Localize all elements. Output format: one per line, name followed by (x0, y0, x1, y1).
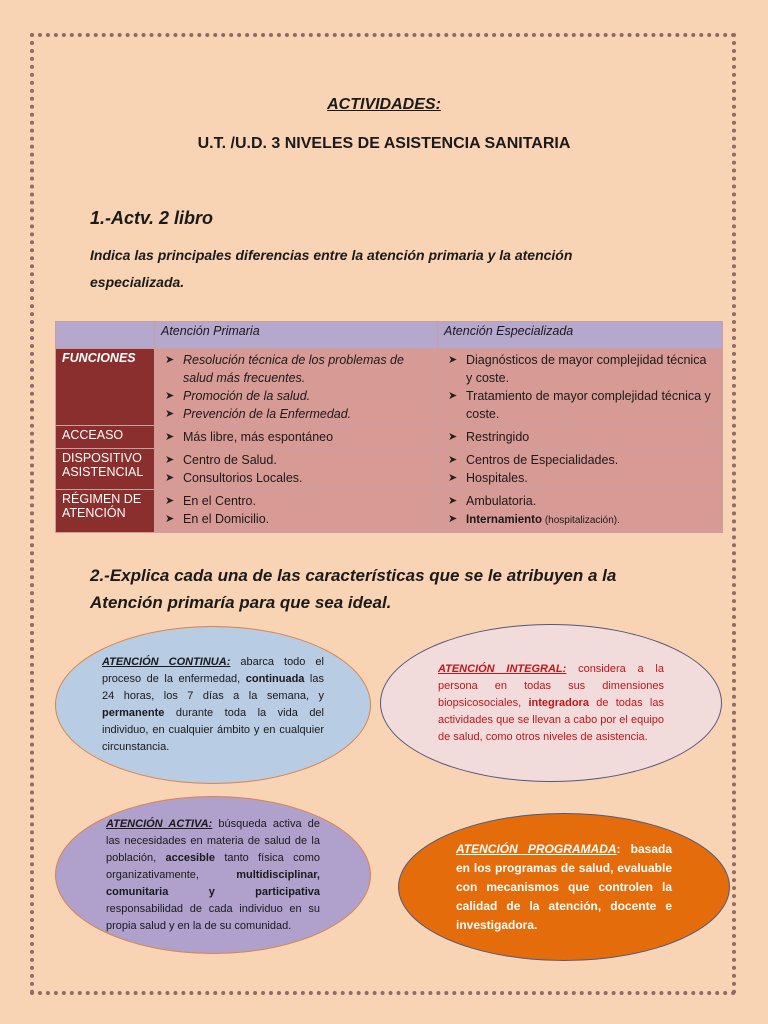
ellipse-activa-text (106, 816, 320, 935)
list-item (444, 510, 716, 530)
list-item: ➤ Restringido (444, 428, 716, 446)
text-part: : basada en los programas de salud, evaluable con mecanismos que controlen la calidad de la atención, docente e investigadora. (456, 841, 672, 932)
page-subtitle: U.T. /U.D. 3 NIVELES DE ASISTENCIA SANITARIA (197, 135, 571, 152)
comparison-table (55, 321, 723, 533)
cell-special-funciones (438, 349, 723, 426)
text-bold: multidisciplinar, comunitaria y participativa (106, 868, 320, 898)
list-item: ➤ Tratamiento de mayor complejidad técnica y coste. (444, 387, 716, 423)
list-item: ➤ En el Domicilio. (161, 510, 431, 528)
text-bold: continuada (245, 673, 305, 685)
ellipse-continua-text (102, 654, 324, 756)
term-programada: ATENCIÓN PROGRAMADA (456, 841, 617, 856)
term-continua: ATENCIÓN CONTINUA: (102, 656, 231, 668)
section1-heading: 1.-Actv. 2 libro (90, 208, 214, 228)
cell-primary-acceso (155, 426, 438, 449)
text-part: abarca todo el proceso de la enfermedad, (102, 656, 324, 685)
cell-primary-regimen (155, 490, 438, 533)
ellipse-programada (398, 813, 730, 961)
text-bold: integradora (528, 696, 589, 709)
internamiento-note: (hospitalización). (542, 515, 620, 526)
cell-special-dispositivo (438, 449, 723, 490)
list-item: ➤ Promoción de la salud. (161, 387, 431, 405)
text-part: de todas las actividades que se llevan a cabo por el equipo de salud, como otros niveles de asistencia. (438, 696, 664, 743)
list-item: ➤ Centro de Salud. (161, 451, 431, 469)
text-part: búsqueda activa de las necesidades en materia de salud de la población, (106, 817, 320, 864)
table-row (56, 490, 723, 533)
text-part: las 24 horas, los 7 días a la semana, y (102, 673, 324, 702)
internamiento-term: Internamiento (466, 514, 543, 526)
text-part: considera a la persona en todas sus dimensiones biopsicosociales, (438, 662, 664, 709)
list-item: ➤ Centros de Especialidades. (444, 451, 716, 469)
list-item: ➤ Ambulatoria. (444, 492, 716, 510)
ellipse-integral (380, 624, 722, 782)
table-corner (56, 322, 155, 349)
text-bold: accesible (165, 851, 216, 864)
table-row (56, 349, 723, 426)
page-title: ACTIVIDADES: (327, 96, 441, 113)
text-bold: permanente (102, 707, 165, 719)
cell-special-regimen (438, 490, 723, 533)
ellipse-programada-text (456, 840, 672, 935)
cell-primary-funciones (155, 349, 438, 426)
table-row (56, 426, 723, 449)
term-activa: ATENCIÓN ACTIVA: (106, 817, 213, 830)
list-item: ➤ Consultorios Locales. (161, 469, 431, 487)
text-part: tanto física como organizativamente, (106, 851, 320, 881)
table-row (56, 449, 723, 490)
ellipse-activa (55, 796, 371, 954)
col-header-special: Atención Especializada (438, 322, 723, 349)
section2-heading: 2.-Explica cada una de las características que se le atribuyen a la Atención primaría para que sea ideal. (90, 566, 617, 612)
ellipse-continua (55, 626, 371, 784)
list-item: ➤ Diagnósticos de mayor complejidad técnica y coste. (444, 351, 716, 387)
list-item: ➤ Resolución técnica de los problemas de salud más frecuentes. (161, 351, 431, 387)
list-item: ➤ Prevención de la Enfermedad. (161, 405, 431, 423)
row-label-funciones: FUNCIONES (56, 349, 155, 426)
row-label-acceso: ACCEASO (56, 426, 155, 449)
text-part: responsabilidad de cada individuo en su propia salud y en la de su comunidad. (106, 902, 320, 932)
cell-special-acceso (438, 426, 723, 449)
list-item: ➤ En el Centro. (161, 492, 431, 510)
term-integral: ATENCIÓN INTEGRAL: (438, 662, 567, 675)
list-item: ➤ Más libre, más espontáneo (161, 428, 431, 446)
cell-primary-dispositivo (155, 449, 438, 490)
list-item: ➤ Hospitales. (444, 469, 716, 487)
col-header-primary: Atención Primaria (155, 322, 438, 349)
table-header-row (56, 322, 723, 349)
ellipse-integral-text (438, 661, 664, 746)
text-part: durante toda la vida del individuo, en cualquier ámbito y en cualquier circunstancia. (102, 707, 324, 753)
row-label-regimen: RÉGIMEN DE ATENCIÓN (56, 490, 155, 533)
section1-question: Indica las principales diferencias entre la atención primaria y la atención especializada. (90, 247, 573, 290)
row-label-dispositivo: DISPOSITIVO ASISTENCIAL (56, 449, 155, 490)
